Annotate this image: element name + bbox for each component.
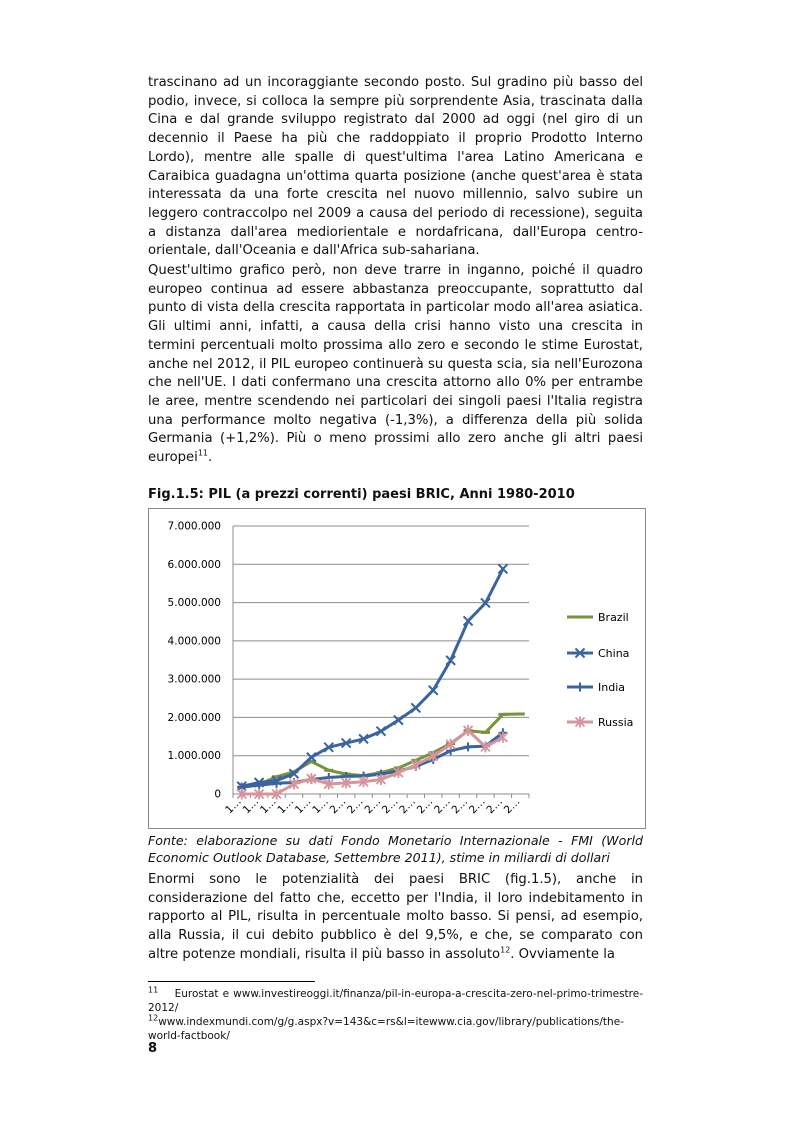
page-number: 8 [148, 1041, 158, 1056]
x-tick-label: 1… [292, 795, 314, 817]
figure-source: Fonte: elaborazione su dati Fondo Monetario Internazionale - FMI (World Economic Outlook Database, Settembre 2011), stime in miliardi di dollari [148, 833, 643, 865]
x-tick-label: 2… [362, 795, 384, 817]
chart-frame [148, 508, 646, 829]
x-tick-label: 2… [449, 795, 471, 817]
paragraph-2-text: Quest'ultimo grafico però, non deve trarre in inganno, poiché il quadro europeo continua ad essere abbastanza preoccupante, soprattutto dal punto di vista della crescita rapportata in particolar modo all'area asiatica. Gli ultimi anni, infatti, a causa della crisi hanno visto una crescita in termini percentuali molto prossima allo zero e secondo le stime Eurostat, anche nel 2012, il PIL europeo continuerà su questa scia, sia nell'Eurozona che nell'UE. I dati confermano una crescita attorno allo 0% per entrambe le aree, mentre scendendo nei particolari dei singoli paesi l'Italia registra una performance molto negativa (-1,3%), a differenza della più solida Germania (+1,2%). Più o meno prossimi allo zero anche gli altri paesi europei [148, 263, 643, 466]
y-tick-label: 6.000.000 [167, 558, 221, 571]
legend-marker-india [576, 683, 585, 692]
y-tick-label: 3.000.000 [167, 673, 221, 686]
footnote-12 [148, 1013, 643, 1043]
x-tick-label: 2… [414, 795, 436, 817]
legend-label-india: India [598, 681, 625, 694]
footnote-12-text: www.indexmundi.com/g/g.aspx?v=143&c=rs&l=itewww.cia.gov/library/publications/the-world-factbook/ [148, 1016, 624, 1042]
paragraph-3-text: Enormi sono le potenzialità dei paesi BRIC (fig.1.5), anche in considerazione del fatto che, eccetto per l'India, il loro indebitamento in rapporto al PIL, risulta in percentuale molto basso. Si pensi, ad esempio, alla Russia, il cui debito pubblico è del 9,5%, e che, se comparato con altre potenze mondiali, risulta il più basso in assoluto [148, 872, 643, 962]
body-paragraph-1: trascinano ad un incoraggiante secondo posto. Sul gradino più basso del podio, invece, si colloca la sempre più sorprendente Asia, trascinata dalla Cina e dal grande sviluppo registrato dal 2000 ad oggi (nel giro di un decennio il Paese ha più che raddoppiato il proprio Prodotto Interno Lordo), mentre alle spalle di quest'ultima l'area Latino Americana e Caraibica guadagna un'ottima quarta posizione (anche quest'area è stata interessata da una forte crescita nel nuovo millennio, salvo subire un leggero contraccolpo nel 2009 a causa del periodo di recessione), seguita a distanza dall'area mediorientale e nordafricana, dall'Europa centro-orientale, dall'Oceania e dall'Africa sub-sahariana. [148, 75, 643, 259]
body-paragraph-3 [148, 871, 643, 965]
y-tick-label: 1.000.000 [167, 750, 221, 763]
y-tick-label: 2.000.000 [167, 711, 221, 724]
legend-label-china: China [598, 647, 630, 660]
y-tick-label: 4.000.000 [167, 635, 221, 648]
x-tick-label: 2… [501, 795, 523, 817]
y-tick-label: 7.000.000 [167, 520, 221, 533]
point-china [429, 686, 438, 695]
footnote-ref-11: 11 [197, 448, 209, 458]
paragraph-3-end: . Ovviamente la [510, 946, 615, 962]
paragraph-2-end: . [208, 450, 213, 466]
bric-gdp-line-chart [149, 509, 645, 828]
footnote-12-mark: 12 [148, 1013, 159, 1023]
footnote-ref-12: 12 [500, 945, 511, 955]
point-china [411, 703, 420, 712]
x-tick-label: 1… [223, 795, 244, 817]
body-paragraph-2 [148, 262, 643, 468]
x-tick-label: 2… [327, 795, 349, 817]
legend-label-brazil: Brazil [598, 611, 629, 624]
x-tick-label: 1… [310, 795, 331, 817]
x-tick-label: 1… [275, 795, 297, 817]
point-india [464, 742, 473, 751]
footnote-11 [148, 985, 643, 1015]
series-line-china [242, 569, 503, 786]
x-tick-label: 1… [258, 795, 279, 817]
x-tick-label: 1… [240, 795, 262, 817]
legend-label-russia: Russia [598, 716, 634, 729]
y-tick-label: 0 [214, 788, 221, 801]
x-tick-label: 2… [466, 795, 488, 817]
figure-title: Fig.1.5: PIL (a prezzi correnti) paesi BRIC, Anni 1980-2010 [148, 487, 575, 502]
footnote-separator [148, 981, 315, 982]
x-tick-label: 2… [345, 795, 366, 817]
y-tick-label: 5.000.000 [167, 597, 221, 610]
x-tick-label: 2… [397, 795, 418, 817]
footnote-11-mark: 11 [148, 985, 159, 995]
footnote-11-text: Eurostat e www.investireoggi.it/finanza/pil-in-europa-a-crescita-zero-nel-primo-trimestre-2012/ [148, 988, 643, 1014]
x-tick-label: 2… [432, 795, 453, 817]
x-tick-label: 2… [484, 795, 506, 817]
x-tick-label: 2… [379, 795, 401, 817]
